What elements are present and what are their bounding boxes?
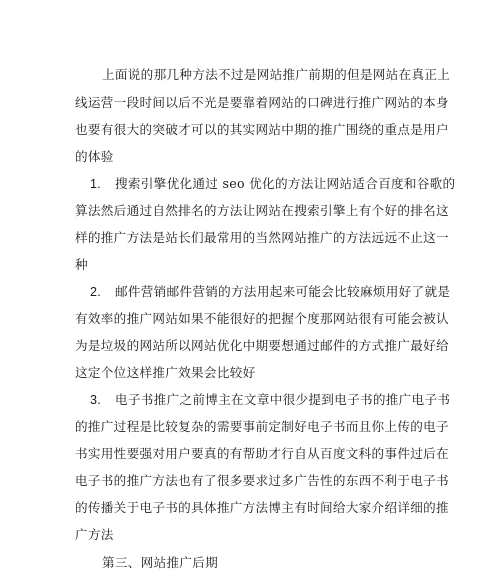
text-line: 这定个位这样推广效果会比较好 xyxy=(75,365,256,380)
text-line: 上面说的那几种方法不过是网站推广前期的但是网站在真正上 xyxy=(102,67,451,82)
text-line: 也要有很大的突破才可以的其实网站中期的推广围绕的重点是用户 xyxy=(75,122,449,137)
list-number: 1. xyxy=(90,177,102,191)
text-line: 样的推广方法是站长们最常用的当然网站推广的方法远远不止这一 xyxy=(75,230,449,245)
text-line: 种 xyxy=(75,257,88,272)
page-bottom-clip xyxy=(0,555,500,570)
text-line: 搜索引擎优化通过 seo 优化的方法让网站适合百度和谷歌的 xyxy=(115,176,456,191)
list-item-first-line xyxy=(75,390,451,410)
text-line: 的推广过程是比较复杂的需要事前定制好电子书而且你上传的电子 xyxy=(75,419,449,434)
text-line: 广方法 xyxy=(75,527,114,542)
text-line: 电子书的推广方法也有了很多要求过多广告性的东西不利于电子书 xyxy=(75,473,449,488)
text-line: 书实用性要强对用户要真的有帮助才行自从百度文科的事件过后在 xyxy=(75,446,449,461)
section-heading: 第三、网站推广后期 xyxy=(102,555,219,570)
list-item-first-line xyxy=(75,282,451,302)
text-line: 电子书推广之前博主在文章中很少提到电子书的推广电子书 xyxy=(115,392,451,407)
list-item-first-line xyxy=(75,174,456,194)
text-line: 的体验 xyxy=(75,149,114,164)
text-line: 算法然后通过自然排名的方法让网站在搜索引擎上有个好的排名这 xyxy=(75,203,449,218)
text-line: 邮件营销邮件营销的方法用起来可能会比较麻烦用好了就是 xyxy=(115,284,451,299)
list-number: 2. xyxy=(90,285,102,299)
text-line: 有效率的推广网站如果不能很好的把握个度那网站很有可能会被认 xyxy=(75,311,449,326)
text-line: 的传播关于电子书的具体推广方法博主有时间给大家介绍详细的推 xyxy=(75,500,449,515)
text-line: 线运营一段时间以后不光是要靠着网站的口碑进行推广网站的本身 xyxy=(75,95,449,110)
text-line: 为是垃圾的网站所以网站优化中期要想通过邮件的方式推广最好给 xyxy=(75,338,449,353)
list-number: 3. xyxy=(90,393,102,407)
